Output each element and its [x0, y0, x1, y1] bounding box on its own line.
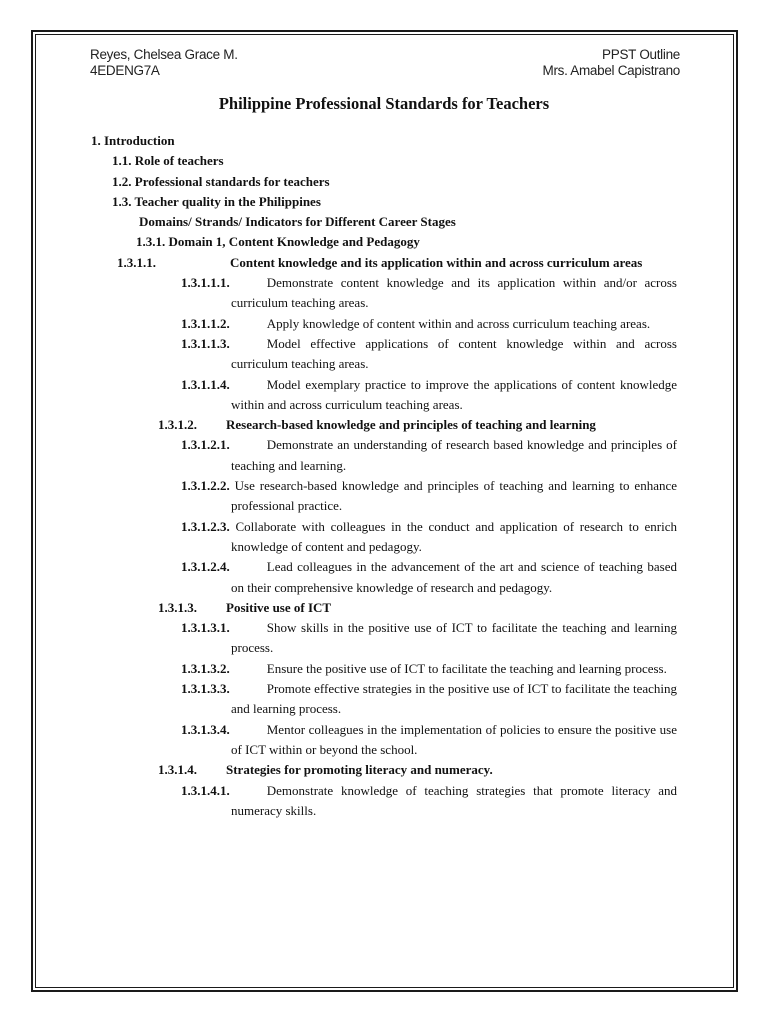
indicator-text: Ensure the positive use of ICT to facilitate the teaching and learning process. — [266, 660, 667, 676]
outline-subheading-domains: Domains/ Strands/ Indicators for Different Career Stages — [139, 214, 456, 230]
page-title: Philippine Professional Standards for Teachers — [218, 94, 550, 113]
indicator-text: Use research-based knowledge and principles of teaching and learning to enhance professional practice. — [231, 478, 678, 514]
indicator-1-3-1-2-4 — [181, 557, 677, 598]
indicator-text: Promote effective strategies in the positive use of ICT to facilitate the teaching and learning process. — [231, 681, 677, 717]
outline-item-professional-standards: 1.2. Professional standards for teachers — [112, 173, 330, 189]
indicator-number: 1.3.1.2.3. — [181, 518, 230, 534]
indicator-number: 1.3.1.1.3. — [181, 335, 230, 351]
outline-strand-literacy-numeracy — [0, 760, 768, 780]
outline-strand-positive-use-ict — [0, 598, 768, 618]
indicator-number: 1.3.1.3.1. — [181, 620, 230, 636]
indicator-1-3-1-3-3 — [181, 679, 677, 720]
indicator-number: 1.3.1.3.3. — [181, 681, 230, 697]
indicator-1-3-1-3-2 — [181, 659, 677, 679]
outline-strand-content-knowledge — [0, 253, 768, 273]
indicator-text: Demonstrate knowledge of teaching strategies that promote literacy and numeracy skills. — [231, 782, 677, 818]
indicator-1-3-1-1-3 — [181, 334, 677, 375]
outline — [0, 131, 768, 821]
strand-number: 1.3.1.4. — [158, 762, 197, 778]
indicator-number: 1.3.1.2.1. — [181, 437, 230, 453]
indicator-1-3-1-1-2 — [181, 314, 677, 334]
strand-title: Strategies for promoting literacy and numeracy. — [226, 762, 493, 778]
outline-item-teacher-quality: 1.3. Teacher quality in the Philippines — [112, 193, 321, 209]
outline-strand-research-based — [0, 415, 768, 435]
indicator-1-3-1-1-1 — [181, 273, 677, 314]
indicator-number: 1.3.1.2.2. — [181, 478, 230, 494]
indicator-text: Apply knowledge of content within and across curriculum teaching areas. — [266, 315, 651, 331]
indicator-number: 1.3.1.1.2. — [181, 315, 230, 331]
indicator-number: 1.3.1.1.1. — [181, 275, 230, 291]
indicator-text: Collaborate with colleagues in the conduct and application of research to enrich knowledge of content and pedagogy. — [231, 518, 677, 554]
strand-number: 1.3.1.3. — [158, 599, 197, 615]
strand-title: Content knowledge and its application within and across curriculum areas — [230, 254, 643, 270]
strand-number: 1.3.1.2. — [158, 417, 197, 433]
indicator-text: Mentor colleagues in the implementation of policies to ensure the positive use of ICT within or beyond the school. — [231, 721, 677, 757]
indicator-number: 1.3.1.3.4. — [181, 721, 230, 737]
header-right — [543, 47, 680, 79]
indicator-number: 1.3.1.1.4. — [181, 376, 230, 392]
strand-number: 1.3.1.1. — [117, 254, 156, 270]
indicator-number: 1.3.1.2.4. — [181, 559, 230, 575]
outline-heading-introduction: 1. Introduction — [91, 133, 175, 148]
indicator-1-3-1-3-1 — [181, 618, 677, 659]
student-name: Reyes, Chelsea Grace M. — [90, 47, 238, 62]
indicator-1-3-1-2-3 — [181, 517, 677, 558]
teacher-name: Mrs. Amabel Capistrano — [542, 63, 680, 78]
indicator-1-3-1-3-4 — [181, 720, 677, 761]
indicator-1-3-1-1-4 — [181, 375, 677, 416]
indicator-text: Demonstrate content knowledge and its application within and/or across curriculum teaching areas. — [231, 275, 677, 311]
strand-title: Positive use of ICT — [226, 599, 332, 615]
student-section: 4EDENG7A — [90, 63, 160, 78]
strand-title: Research-based knowledge and principles of teaching and learning — [226, 417, 596, 433]
indicator-1-3-1-2-1 — [181, 435, 677, 476]
indicator-text: Show skills in the positive use of ICT to facilitate the teaching and learning process. — [231, 620, 677, 656]
header-left — [90, 47, 238, 79]
indicator-1-3-1-2-2 — [181, 476, 677, 517]
indicator-number: 1.3.1.3.2. — [181, 660, 230, 676]
document-type: PPST Outline — [602, 47, 680, 62]
outline-item-role-of-teachers: 1.1. Role of teachers — [112, 153, 224, 169]
outline-domain-1: 1.3.1. Domain 1, Content Knowledge and Pedagogy — [136, 234, 420, 250]
indicator-text: Lead colleagues in the advancement of the art and science of teaching based on their comprehensive knowledge of research and pedagogy. — [231, 559, 677, 595]
indicator-number: 1.3.1.4.1. — [181, 782, 230, 798]
indicator-text: Demonstrate an understanding of research based knowledge and principles of teaching and learning. — [231, 437, 677, 473]
indicator-1-3-1-4-1 — [181, 781, 677, 822]
indicator-text: Model effective applications of content knowledge within and across curriculum teaching areas. — [231, 335, 677, 372]
indicator-text: Model exemplary practice to improve the applications of content knowledge within and across curriculum teaching areas. — [231, 376, 677, 412]
